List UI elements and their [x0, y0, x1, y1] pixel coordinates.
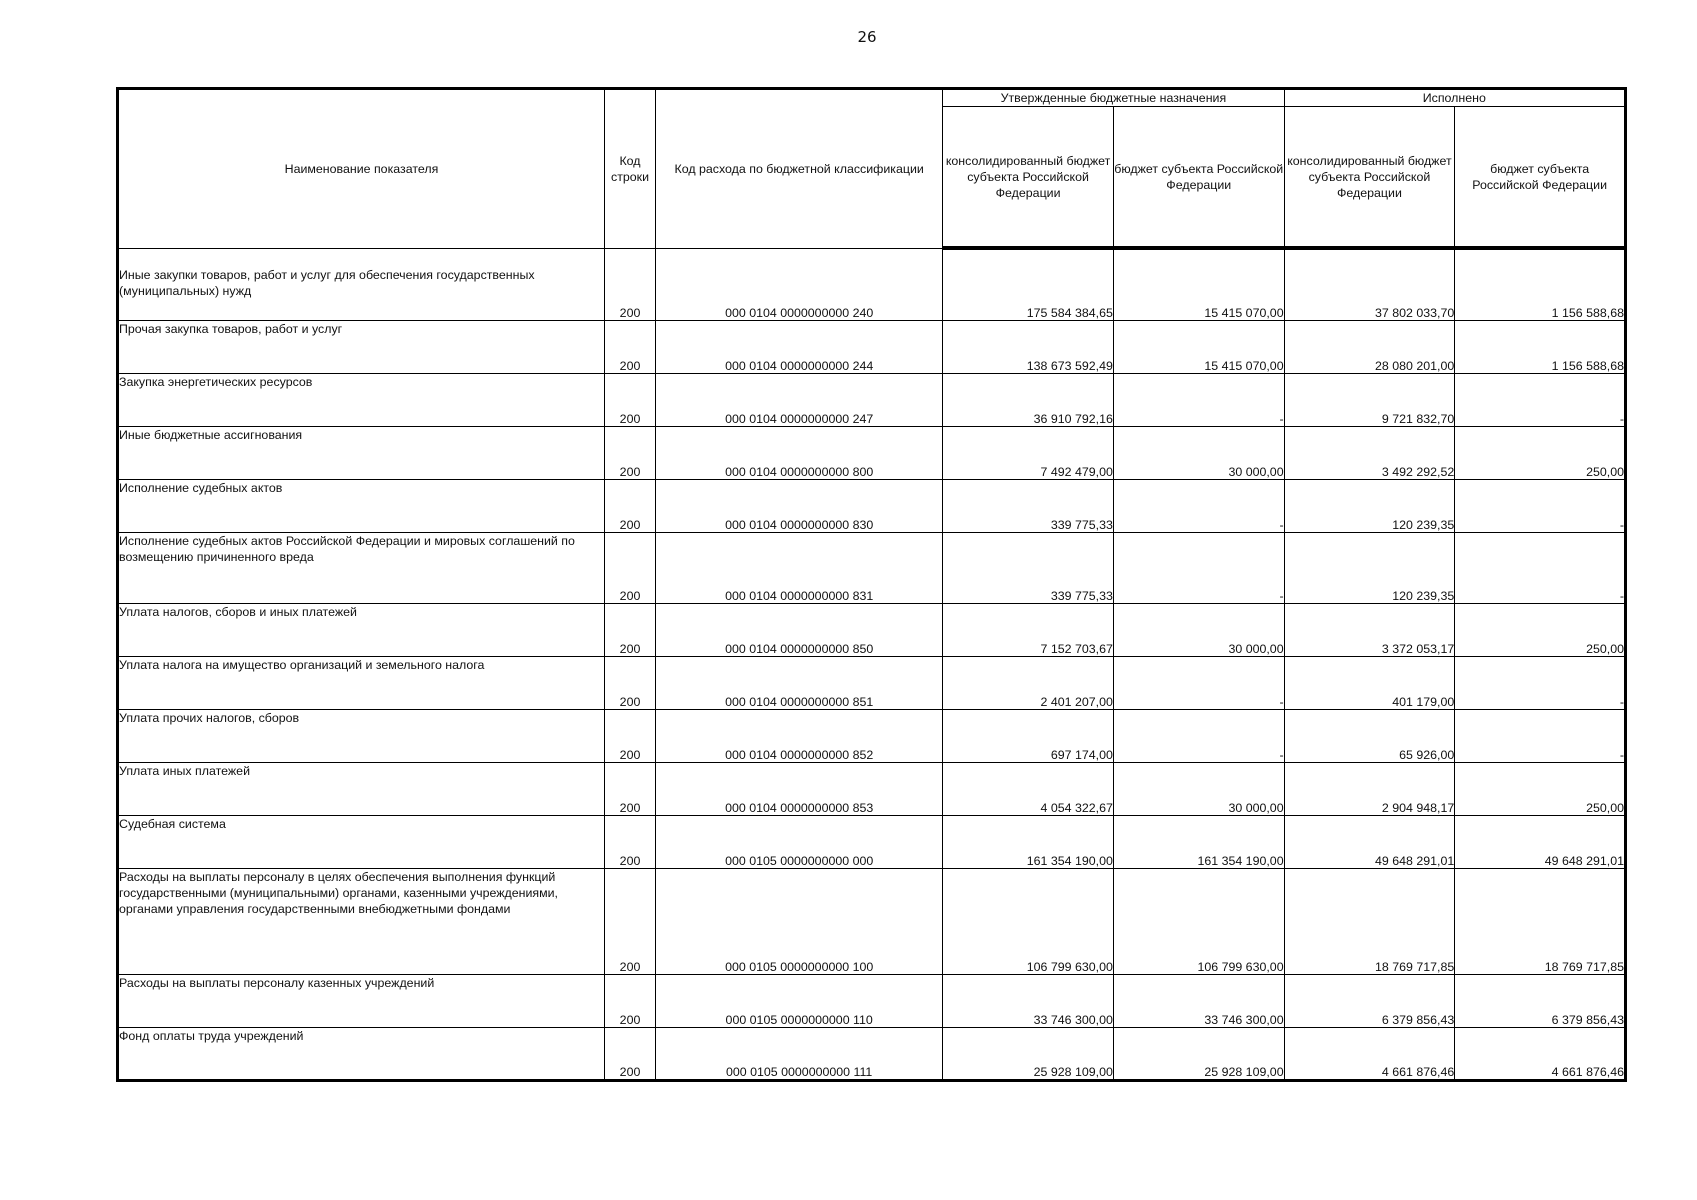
row-approved-subject: -	[1113, 656, 1284, 709]
row-code: 200	[604, 656, 655, 709]
table-row	[118, 426, 1626, 479]
row-code: 200	[604, 868, 655, 974]
row-name: Фонд оплаты труда учреждений	[118, 1027, 605, 1080]
row-approved-consolidated: 175 584 384,65	[943, 248, 1114, 320]
row-executed-consolidated: 9 721 832,70	[1284, 373, 1455, 426]
table-row	[118, 373, 1626, 426]
row-approved-subject: -	[1113, 373, 1284, 426]
row-name: Уплата налога на имущество организаций и земельного налога	[118, 656, 605, 709]
row-name: Уплата прочих налогов, сборов	[118, 709, 605, 762]
table-row	[118, 1027, 1626, 1080]
row-executed-consolidated: 49 648 291,01	[1284, 815, 1455, 868]
row-approved-subject: -	[1113, 709, 1284, 762]
row-executed-consolidated: 3 492 292,52	[1284, 426, 1455, 479]
row-code: 200	[604, 248, 655, 320]
row-classification: 000 0105 0000000000 110	[656, 974, 943, 1027]
row-name: Исполнение судебных актов	[118, 479, 605, 532]
row-approved-subject: 30 000,00	[1113, 603, 1284, 656]
row-executed-subject: 1 156 588,68	[1455, 320, 1626, 373]
header-group-executed: Исполнено	[1284, 89, 1625, 107]
row-executed-subject: 250,00	[1455, 426, 1626, 479]
row-approved-consolidated: 7 492 479,00	[943, 426, 1114, 479]
table-body	[118, 248, 1626, 1080]
row-executed-subject: -	[1455, 532, 1626, 603]
row-approved-consolidated: 33 746 300,00	[943, 974, 1114, 1027]
row-code: 200	[604, 426, 655, 479]
row-approved-subject: 15 415 070,00	[1113, 248, 1284, 320]
row-executed-consolidated: 28 080 201,00	[1284, 320, 1455, 373]
table-row	[118, 709, 1626, 762]
row-executed-consolidated: 65 926,00	[1284, 709, 1455, 762]
row-code: 200	[604, 373, 655, 426]
table-row	[118, 532, 1626, 603]
row-code: 200	[604, 532, 655, 603]
table-row	[118, 762, 1626, 815]
row-classification: 000 0104 0000000000 244	[656, 320, 943, 373]
row-classification: 000 0105 0000000000 000	[656, 815, 943, 868]
row-name: Расходы на выплаты персоналу казенных учреждений	[118, 974, 605, 1027]
row-name: Уплата иных платежей	[118, 762, 605, 815]
row-name: Прочая закупка товаров, работ и услуг	[118, 320, 605, 373]
row-classification: 000 0104 0000000000 852	[656, 709, 943, 762]
row-executed-subject: -	[1455, 479, 1626, 532]
row-name: Исполнение судебных актов Российской Федерации и мировых соглашений по возмещению причиненного вреда	[118, 532, 605, 603]
row-executed-consolidated: 120 239,35	[1284, 532, 1455, 603]
header-group-approved: Утвержденные бюджетные назначения	[943, 89, 1284, 107]
header-name: Наименование показателя	[118, 89, 605, 249]
table-row	[118, 974, 1626, 1027]
row-executed-subject: 49 648 291,01	[1455, 815, 1626, 868]
row-name: Закупка энергетических ресурсов	[118, 373, 605, 426]
row-executed-subject: 6 379 856,43	[1455, 974, 1626, 1027]
row-classification: 000 0105 0000000000 100	[656, 868, 943, 974]
row-approved-subject: 30 000,00	[1113, 762, 1284, 815]
row-executed-consolidated: 18 769 717,85	[1284, 868, 1455, 974]
table-row	[118, 868, 1626, 974]
row-code: 200	[604, 603, 655, 656]
row-approved-subject: 106 799 630,00	[1113, 868, 1284, 974]
row-approved-subject: 161 354 190,00	[1113, 815, 1284, 868]
row-executed-subject: 4 661 876,46	[1455, 1027, 1626, 1080]
row-code: 200	[604, 974, 655, 1027]
row-name: Расходы на выплаты персоналу в целях обеспечения выполнения функций государственными (муниципальными) органами, казенными учреждениями, органами управления государственными внебюджетными фондами	[118, 868, 605, 974]
header-approved-consolidated: консолидированный бюджет субъекта Российской Федерации	[943, 107, 1114, 249]
table-row	[118, 815, 1626, 868]
row-approved-consolidated: 697 174,00	[943, 709, 1114, 762]
row-name: Судебная система	[118, 815, 605, 868]
row-executed-consolidated: 2 904 948,17	[1284, 762, 1455, 815]
header-approved-subject: бюджет субъекта Российской Федерации	[1113, 107, 1284, 249]
row-executed-consolidated: 401 179,00	[1284, 656, 1455, 709]
row-approved-consolidated: 138 673 592,49	[943, 320, 1114, 373]
row-approved-subject: -	[1113, 532, 1284, 603]
row-approved-subject: 30 000,00	[1113, 426, 1284, 479]
header-executed-consolidated: консолидированный бюджет субъекта Российской Федерации	[1284, 107, 1455, 249]
row-approved-consolidated: 36 910 792,16	[943, 373, 1114, 426]
row-approved-consolidated: 25 928 109,00	[943, 1027, 1114, 1080]
row-code: 200	[604, 479, 655, 532]
row-approved-consolidated: 161 354 190,00	[943, 815, 1114, 868]
row-code: 200	[604, 320, 655, 373]
row-executed-consolidated: 120 239,35	[1284, 479, 1455, 532]
row-code: 200	[604, 815, 655, 868]
row-approved-consolidated: 339 775,33	[943, 479, 1114, 532]
row-classification: 000 0104 0000000000 247	[656, 373, 943, 426]
page-number: 26	[857, 28, 877, 46]
row-classification: 000 0104 0000000000 240	[656, 248, 943, 320]
row-approved-consolidated: 7 152 703,67	[943, 603, 1114, 656]
row-approved-subject: 33 746 300,00	[1113, 974, 1284, 1027]
row-executed-subject: -	[1455, 656, 1626, 709]
table-row	[118, 320, 1626, 373]
table-row	[118, 603, 1626, 656]
row-classification: 000 0104 0000000000 831	[656, 532, 943, 603]
row-executed-consolidated: 3 372 053,17	[1284, 603, 1455, 656]
row-executed-subject: -	[1455, 709, 1626, 762]
row-approved-consolidated: 4 054 322,67	[943, 762, 1114, 815]
row-code: 200	[604, 762, 655, 815]
row-name: Иные закупки товаров, работ и услуг для обеспечения государственных (муниципальных) нужд	[118, 248, 605, 320]
header-classification: Код расхода по бюджетной классификации	[656, 89, 943, 249]
row-classification: 000 0105 0000000000 111	[656, 1027, 943, 1080]
row-classification: 000 0104 0000000000 850	[656, 603, 943, 656]
header-executed-subject: бюджет субъекта Российской Федерации	[1455, 107, 1626, 249]
row-classification: 000 0104 0000000000 853	[656, 762, 943, 815]
table-row	[118, 656, 1626, 709]
row-name: Иные бюджетные ассигнования	[118, 426, 605, 479]
row-executed-subject: 250,00	[1455, 603, 1626, 656]
row-executed-subject: 1 156 588,68	[1455, 248, 1626, 320]
row-classification: 000 0104 0000000000 830	[656, 479, 943, 532]
row-executed-consolidated: 4 661 876,46	[1284, 1027, 1455, 1080]
header-code: Код строки	[604, 89, 655, 249]
row-classification: 000 0104 0000000000 800	[656, 426, 943, 479]
budget-execution-table	[116, 87, 1627, 1082]
row-executed-consolidated: 6 379 856,43	[1284, 974, 1455, 1027]
row-approved-consolidated: 2 401 207,00	[943, 656, 1114, 709]
table-row	[118, 248, 1626, 320]
row-approved-consolidated: 106 799 630,00	[943, 868, 1114, 974]
row-executed-subject: 18 769 717,85	[1455, 868, 1626, 974]
row-code: 200	[604, 709, 655, 762]
row-name: Уплата налогов, сборов и иных платежей	[118, 603, 605, 656]
table-row	[118, 479, 1626, 532]
row-approved-subject: -	[1113, 479, 1284, 532]
row-executed-subject: 250,00	[1455, 762, 1626, 815]
row-approved-subject: 25 928 109,00	[1113, 1027, 1284, 1080]
row-approved-subject: 15 415 070,00	[1113, 320, 1284, 373]
row-executed-consolidated: 37 802 033,70	[1284, 248, 1455, 320]
row-classification: 000 0104 0000000000 851	[656, 656, 943, 709]
row-code: 200	[604, 1027, 655, 1080]
row-executed-subject: -	[1455, 373, 1626, 426]
row-approved-consolidated: 339 775,33	[943, 532, 1114, 603]
